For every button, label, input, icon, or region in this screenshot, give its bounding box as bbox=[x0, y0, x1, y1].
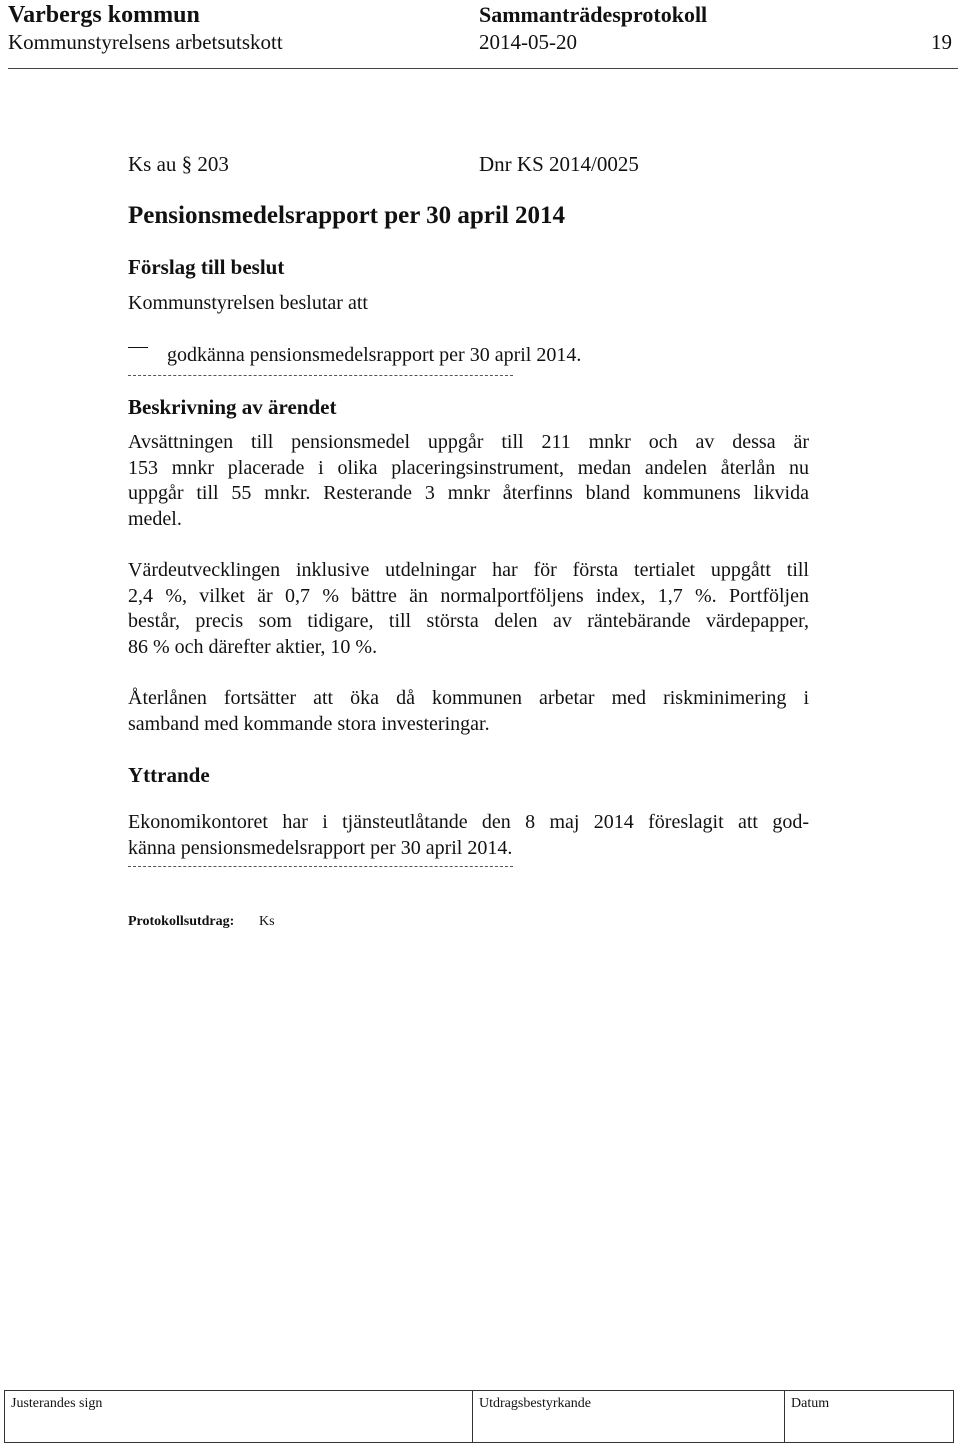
description-paragraph-3 bbox=[128, 686, 809, 737]
description-paragraph-2 bbox=[128, 558, 809, 661]
section-divider-dashed bbox=[128, 866, 513, 867]
paragraph-line: 2,4 %, vilket är 0,7 % bättre än normalportföljens index, 1,7 %. Portföljen bbox=[128, 584, 809, 607]
signature-label-date: Datum bbox=[791, 1396, 830, 1411]
header-divider bbox=[8, 68, 958, 69]
page-number: 19 bbox=[931, 30, 952, 54]
bullet-dash bbox=[128, 347, 148, 348]
committee-name: Kommunstyrelsens arbetsutskott bbox=[8, 30, 283, 54]
case-id: Ks au § 203 bbox=[128, 152, 229, 176]
signature-label-certification: Utdragsbestyrkande bbox=[479, 1396, 591, 1411]
statement-paragraph bbox=[128, 810, 809, 861]
case-dnr: Dnr KS 2014/0025 bbox=[479, 152, 639, 176]
proposal-heading: Förslag till beslut bbox=[128, 255, 285, 279]
document-type: Sammanträdesprotokoll bbox=[479, 2, 708, 27]
paragraph-line: känna pensionsmedelsrapport per 30 april 2014. bbox=[128, 836, 513, 859]
proposal-intro: Kommunstyrelsen beslutar att bbox=[128, 292, 368, 314]
proposal-bullet: godkänna pensionsmedelsrapport per 30 april 2014. bbox=[167, 344, 582, 366]
meeting-date: 2014-05-20 bbox=[479, 30, 577, 54]
signature-cell-adjuster bbox=[5, 1391, 473, 1442]
paragraph-line: Återlånen fortsätter att öka då kommunen arbetar med riskminimering i bbox=[128, 687, 809, 709]
paragraph-line: Värdeutvecklingen inklusive utdelningar har för första tertialet uppgått till bbox=[128, 559, 809, 581]
paragraph-line: består, precis som tidigare, till största delen av räntebärande värdepapper, bbox=[128, 610, 809, 633]
case-title: Pensionsmedelsrapport per 30 april 2014 bbox=[128, 202, 566, 229]
paragraph-line: Ekonomikontoret har i tjänsteutlåtande den 8 maj 2014 föreslagit att god- bbox=[128, 811, 809, 833]
paragraph-line: 86 % och därefter aktier, 10 %. bbox=[128, 636, 378, 659]
paragraph-line: 153 mnkr placerade i olika placeringsinstrument, medan andelen återlån nu bbox=[128, 456, 809, 479]
paragraph-line: uppgår till 55 mnkr. Resterande 3 mnkr återfinns bland kommunens likvida bbox=[128, 482, 809, 505]
paragraph-line: Avsättningen till pensionsmedel uppgår till 211 mnkr och av dessa är bbox=[128, 431, 809, 453]
description-heading: Beskrivning av ärendet bbox=[128, 395, 337, 419]
statement-heading: Yttrande bbox=[128, 763, 210, 787]
signature-cell-date bbox=[785, 1391, 952, 1442]
paragraph-line: samband med kommande stora investeringar. bbox=[128, 712, 490, 735]
section-divider-dashed bbox=[128, 375, 513, 376]
signature-label-adjuster: Justerandes sign bbox=[11, 1396, 103, 1411]
organization-name: Varbergs kommun bbox=[8, 2, 200, 28]
signature-cell-certification bbox=[473, 1391, 785, 1442]
signature-table bbox=[4, 1390, 954, 1443]
extract-label: Protokollsutdrag: bbox=[128, 914, 235, 929]
paragraph-line: medel. bbox=[128, 508, 182, 531]
description-paragraph-1 bbox=[128, 430, 809, 533]
extract-recipient: Ks bbox=[259, 914, 275, 929]
